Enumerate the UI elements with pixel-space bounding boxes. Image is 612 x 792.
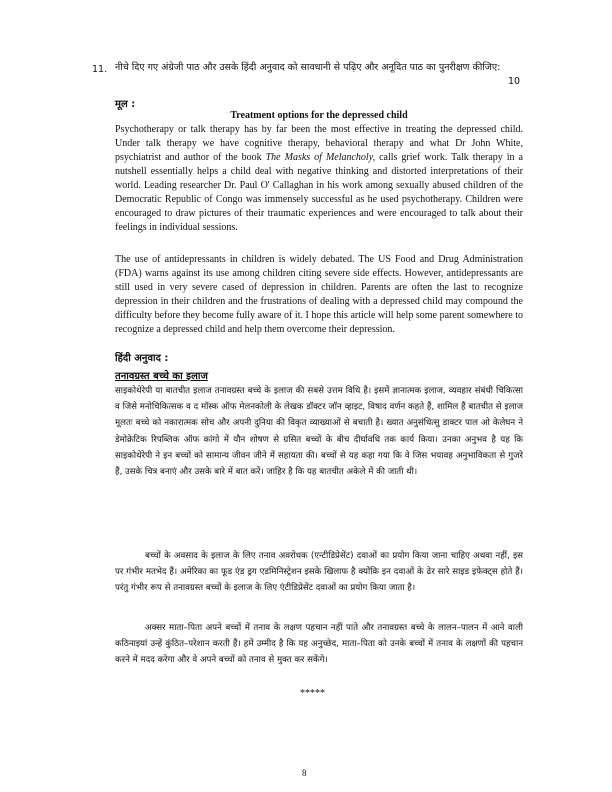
page-number: 8 <box>302 768 307 778</box>
question-number: 11. <box>92 64 108 75</box>
original-title: Treatment options for the depressed child <box>230 110 408 121</box>
question-marks: 10 <box>508 76 521 87</box>
translation-paragraph-2: बच्चों के अवसाद के इलाज के लिए तनाव अवरोधक (एन्टीडिप्रेसेंट) दवाओं का प्रयोग किया जाना चाहिए अथवा नहीं, इस पर गंभीर मतभेद हैं। अमेरिका का फूड एंड ड्रग एडमिनिस्ट्रेशन इसके खिलाफ है क्योंकि इन दवाओं के ढेर सारे साइड इफेक्ट्स होते हैं। परंतु गंभीर रूप से तनावग्रस्त बच्चों के इलाज के लिए एंटीडिप्रेसेंट दवाओं का प्रयोग किया जाता है। <box>115 551 523 594</box>
question-instruction: नीचे दिए गए अंग्रेजी पाठ और उसके हिंदी अनुवाद को सावधानी से पढ़िए और अनूदित पाठ का पुनरीक्षण कीजिए: <box>115 62 501 73</box>
original-paragraph-1-part-a: Psychotherapy or talk therapy has by far been the most effective in treating the depressed child. Under talk therapy we have cognitive therapy, behavioral therapy and what Dr John White, psychiatrist and author of the book <box>115 124 523 163</box>
translation-paragraph-3: अक्सर माता–पिता अपने बच्चों में तनाव के लक्षण पहचान नहीं पाते और तनावग्रस्त बच्चे के लालन–पालन में आने वाली कठिनाइयां उन्हें कुंठित–परेशान करती हैं। हमें उम्मीद है कि यह अनुच्छेद, माता–पिता को उनके बच्चों में तनाव के लक्षणों की पहचान करने में मदद करेगा और वे अपने बच्चों को तनाव से मुक्त कर सकेंगे। <box>115 623 523 666</box>
original-label: मूल : <box>115 99 136 110</box>
book-title: The Masks of Melancholy, <box>265 152 376 163</box>
original-paragraph-2: The use of antidepressants in children is widely debated. The US Food and Drug Administration (FDA) warns against its use among children citing severe side effects. However, antidepressants are still used in very severe cased of depression in children. Parents are often the last to recognize depression in their children and the frustrations of dealing with a depressed child may compound the difficulty before they become fully aware of it. I hope this article will help some parent somewhere to recognize a depressed child and help them overcome their depression. <box>115 254 523 335</box>
translation-paragraph-1: साइकोथेरेपी या बातचीत इलाज तनावग्रस्त बच्चे के इलाज की सबसे उत्तम विधि है। इसमें ज्ञानात्मक इलाज, व्यवहार संबंधी चिकित्सा व जिसे मनोचिकित्सक व द मॉस्क ऑफ मेलनकोली के लेखक डॉक्टर जॉन व्हाइट, विषाद वर्णन कहते हैं, शामिल हैं बातचीत से इलाज मूलतः बच्चे को नकारात्मक सोच और अपनी दुनिया की विकृत व्याख्याओं से बचाती है। ख्यात अनुसंधित्सु डाक्टर पाल ओ केलेघन ने डेमोक्रेटिक रिपब्लिक ऑफ कांगो में यौन शोषण से ग्रसित बच्चों के बीच दीर्घावधि तक कार्य किया। उनका अनुभव है यह कि साइकोथेरेपी ने इन बच्चों को सामान्य जीवन जीने में सहायता की। बच्चों से यह कहा गया कि वे जिस भयावह अनुभाविकता से गुजरे हैं, उसके चित्र बनाएं और उसके बारे में बात करें। जाहिर है कि यह बातचीत अकेले में की जाती थी। <box>115 386 523 478</box>
original-paragraph-1-part-b: calls grief work. Talk therapy in a nutshell essentially helps a child deal with negative thinking and distorted interpretations of their world. Leading researcher Dr. Paul O' Callaghan in his work among sexually abused children of the Democratic Republic of Congo was immensely successful as he used psychotherapy. Children were encouraged to draw pictures of their traumatic experiences and were encouraged to talk about their feelings in individual sessions. <box>115 152 523 233</box>
translation-label: हिंदी अनुवाद : <box>115 353 169 364</box>
translation-title: तनावग्रस्त बच्चे का इलाज <box>115 371 208 382</box>
original-paragraph-1 <box>115 123 523 235</box>
end-marker: ***** <box>300 688 325 699</box>
